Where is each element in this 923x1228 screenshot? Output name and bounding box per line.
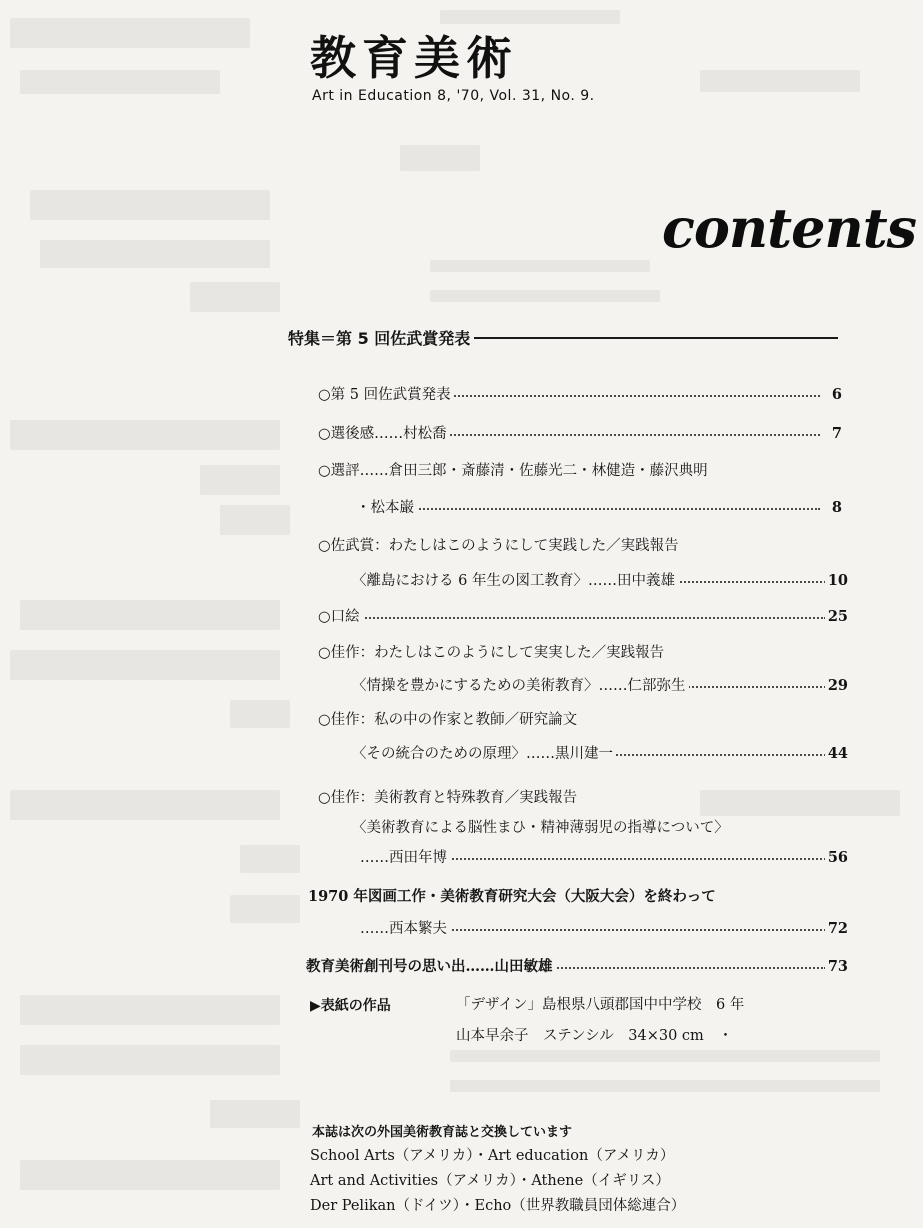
exchange-line: Art and Activities（アメリカ）・Athene（イギリス） bbox=[310, 1173, 670, 1189]
toc-entry-text: ……西田年博 bbox=[360, 847, 450, 869]
toc-entry-text: 教育美術創刊号の思い出……山田敏雄 bbox=[306, 956, 556, 978]
toc-page-number: 6 bbox=[829, 384, 842, 406]
toc-page-number: 56 bbox=[825, 847, 848, 869]
toc-entry[interactable] bbox=[318, 460, 842, 482]
toc-entry-text: 〈離島における 6 年生の図工教育〉……田中義雄 bbox=[352, 570, 678, 592]
toc-page-number: 73 bbox=[825, 956, 848, 978]
toc-entry-text: ……西本繁夫 bbox=[360, 918, 450, 940]
toc-entry[interactable] bbox=[318, 535, 842, 557]
toc-entry-text: ○佳作：わたしはこのようにして実実した／実践報告 bbox=[318, 642, 667, 664]
toc-entry[interactable] bbox=[360, 918, 848, 940]
magazine-title: 教育美術 bbox=[310, 31, 518, 85]
toc-entry[interactable] bbox=[352, 570, 848, 592]
toc-entry[interactable] bbox=[352, 743, 848, 765]
toc-entry[interactable] bbox=[318, 642, 842, 664]
exchange-line: Der Pelikan（ドイツ）・Echo（世界教職員団体総連合） bbox=[310, 1198, 686, 1214]
toc-entry[interactable] bbox=[318, 384, 842, 406]
toc-page-number: 10 bbox=[825, 570, 848, 592]
toc-entry-text: ○佐武賞：わたしはこのようにして実践した／実践報告 bbox=[318, 535, 682, 557]
toc-entry-text: ○第 5 回佐武賞発表 bbox=[318, 384, 454, 406]
toc-entry[interactable] bbox=[356, 497, 842, 519]
toc-entry[interactable] bbox=[306, 956, 848, 978]
toc-entry[interactable] bbox=[318, 423, 842, 445]
leader-dots bbox=[356, 508, 820, 510]
toc-entry-text: ○選評……倉田三郎・斎藤清・佐藤光二・林健造・藤沢典明 bbox=[318, 460, 711, 482]
toc-entry-text: 〈美術教育による脳性まひ・精神薄弱児の指導について〉 bbox=[352, 817, 732, 839]
toc-entry-text: ○口絵 bbox=[318, 606, 363, 628]
cover-work-label: ▶表紙の作品 bbox=[310, 998, 391, 1014]
toc-entry[interactable] bbox=[352, 817, 848, 839]
toc-entry[interactable] bbox=[318, 787, 842, 809]
toc-page-number: 8 bbox=[829, 497, 842, 519]
toc-entry-text: ・松本巌 bbox=[356, 497, 417, 519]
leader-dots bbox=[318, 617, 826, 619]
toc-page-number: 7 bbox=[829, 423, 842, 445]
toc-entry[interactable] bbox=[308, 886, 848, 908]
toc-entry-text: 〈情操を豊かにするための美術教育〉……仁部弥生 bbox=[352, 675, 689, 697]
toc-entry-text: 1970 年図画工作・美術教育研究大会（大阪大会）を終わって bbox=[308, 886, 719, 908]
issue-info: Art in Education 8, '70, Vol. 31, No. 9. bbox=[312, 88, 595, 104]
cover-work-title: 「デザイン」島根県八頭郡国中中学校 6 年 bbox=[456, 997, 745, 1013]
cover-work-artist: 山本早余子 ステンシル 34×30 cm ・ bbox=[456, 1028, 733, 1044]
feature-title: 特集＝第 5 回佐武賞発表 bbox=[288, 326, 474, 349]
exchange-heading: 本誌は次の外国美術教育誌と交換しています bbox=[312, 1125, 573, 1140]
toc-entry[interactable] bbox=[318, 606, 848, 628]
toc-page-number: 72 bbox=[825, 918, 848, 940]
toc-entry-text: ○佳作：美術教育と特殊教育／実践報告 bbox=[318, 787, 580, 809]
toc-entry[interactable] bbox=[352, 675, 848, 697]
toc-entry-text: 〈その統合のための原理〉……黒川建一 bbox=[352, 743, 616, 765]
toc-entry[interactable] bbox=[360, 847, 848, 869]
toc-page-number: 25 bbox=[825, 606, 848, 628]
toc-entry-text: ○選後感……村松喬 bbox=[318, 423, 450, 445]
toc-page-number: 29 bbox=[825, 675, 848, 697]
toc-entry-text: ○佳作：私の中の作家と教師／研究論文 bbox=[318, 709, 580, 731]
toc-page-number: 44 bbox=[825, 743, 848, 765]
contents-heading: contents bbox=[662, 196, 917, 260]
toc-entry[interactable] bbox=[318, 709, 842, 731]
exchange-line: School Arts（アメリカ）・Art education（アメリカ） bbox=[310, 1148, 675, 1164]
